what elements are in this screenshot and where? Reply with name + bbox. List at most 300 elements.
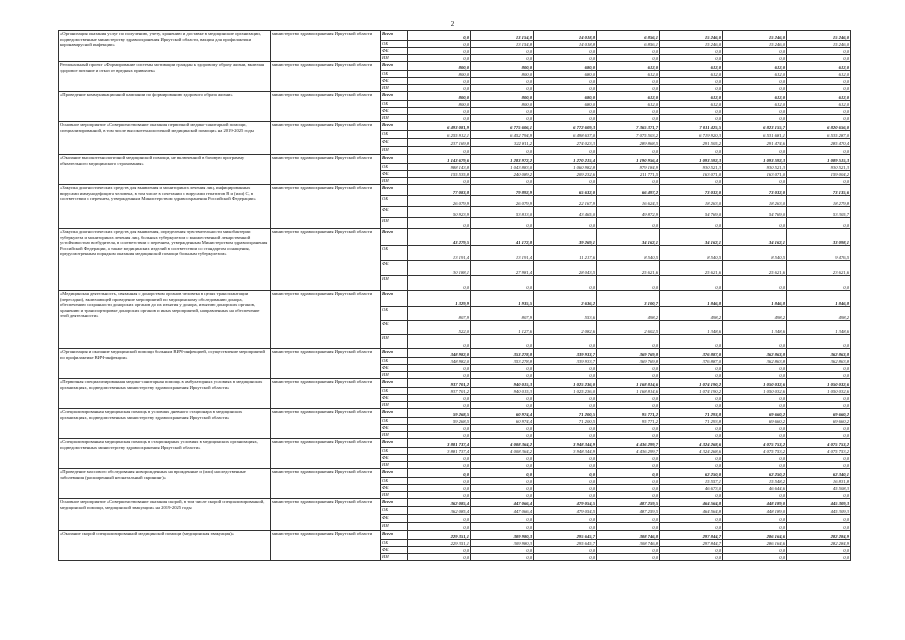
funding-source: Всего	[381, 62, 408, 71]
amount-cell: 0,0	[408, 455, 471, 462]
amount-cell: 0,0	[408, 55, 471, 62]
amount-cell: 369 769,8	[597, 349, 660, 358]
amount-cell: 0,0	[597, 48, 660, 55]
amount-cell: 0,0	[660, 515, 723, 523]
amount-cell: 15 246,0	[660, 41, 723, 48]
amount-cell: 1 329,9	[408, 291, 471, 307]
amount-cell: 0,0	[787, 276, 851, 291]
amount-cell: 0,0	[660, 48, 723, 55]
funding-source: ОБ	[381, 478, 408, 485]
amount-cell: 376 887,0	[660, 358, 723, 365]
amount-cell: 2 636,2	[534, 291, 597, 307]
amount-cell: 0,0	[597, 469, 660, 478]
amount-cell: 0,0	[597, 55, 660, 62]
amount-cell: 0,0	[534, 425, 597, 432]
amount-cell: 612,0	[787, 71, 851, 78]
funding-source: ОБ	[381, 196, 408, 207]
amount-cell: 4 008 364,2	[471, 448, 534, 455]
amount-cell: 6 820 656,0	[787, 122, 851, 131]
amount-cell: 79 892,9	[471, 185, 534, 196]
amount-cell: 1 025 236,0	[534, 388, 597, 395]
amount-cell: 1 168 814,6	[597, 388, 660, 395]
amount-cell: 0,0	[723, 547, 787, 554]
amount-cell: 26 079,9	[408, 196, 471, 207]
amount-cell: 445 309,3	[787, 507, 851, 515]
amount-cell: 3 948 344,9	[534, 448, 597, 455]
amount-cell: 0,0	[534, 432, 597, 439]
amount-cell: 3 881 737,4	[408, 448, 471, 455]
amount-cell: 0,0	[471, 178, 534, 185]
amount-cell: 15 548,2	[723, 478, 787, 485]
amount-cell: 0,0	[787, 48, 851, 55]
amount-cell: 445 309,3	[787, 499, 851, 507]
amount-cell: 3 100,7	[597, 291, 660, 307]
measure-description: «Оказание высокотехнологичной медицинской помощи, не включенной в базовую программу обязательного медицинского страхования»	[59, 155, 271, 185]
amount-cell: 0,0	[787, 372, 851, 379]
amount-cell: 297 844,7	[660, 531, 723, 540]
amount-cell: 0,0	[660, 55, 723, 62]
amount-cell: 0,0	[723, 554, 787, 561]
amount-cell: 0,0	[408, 425, 471, 432]
funding-source: ОБ	[381, 540, 408, 547]
amount-cell: 69 660,2	[723, 418, 787, 425]
amount-cell: 0,0	[408, 178, 471, 185]
funding-source: ИИ	[381, 178, 408, 185]
amount-cell: 553,6	[534, 307, 597, 321]
amount-cell: 0,0	[408, 218, 471, 229]
funding-source: Всего	[381, 229, 408, 246]
funding-source: ИИ	[381, 492, 408, 499]
amount-cell: 1 935,5	[471, 291, 534, 307]
amount-cell: 0,0	[723, 108, 787, 115]
amount-cell: 43 279,5	[408, 229, 471, 246]
amount-cell: 0,0	[723, 178, 787, 185]
amount-cell: 6 498 637,0	[534, 131, 597, 139]
table-row	[59, 155, 851, 164]
amount-cell: 13 154,8	[471, 31, 534, 41]
amount-cell: 0,0	[597, 523, 660, 531]
amount-cell: 0,0	[471, 115, 534, 122]
amount-cell: 0,0	[723, 395, 787, 402]
amount-cell: 4 436 299,7	[597, 448, 660, 455]
measure-description: Основное мероприятие «Совершенствование оказания первичной медико-санитарной помощи, специализированной, в том числе высокотехнологичной медицинской помощи» на 2019-2025 годы	[59, 122, 271, 155]
amount-cell: 286 164,6	[723, 531, 787, 540]
amount-cell: 237 169,8	[408, 139, 471, 147]
amount-cell: 0,0	[408, 85, 471, 92]
amount-cell: 62 340,1	[787, 469, 851, 478]
amount-cell: 0,0	[787, 523, 851, 531]
amount-cell: 0,0	[597, 455, 660, 462]
amount-cell: 0,0	[408, 469, 471, 478]
amount-cell: 308 746,8	[597, 531, 660, 540]
funding-source: ФБ	[381, 365, 408, 372]
amount-cell: 0,0	[597, 478, 660, 485]
amount-cell: 1 168 814,6	[597, 379, 660, 388]
amount-cell: 0,0	[597, 515, 660, 523]
amount-cell: 612,0	[660, 92, 723, 101]
amount-cell: 60 974,4	[471, 409, 534, 418]
amount-cell: 0,0	[534, 547, 597, 554]
amount-cell: 60 974,4	[471, 418, 534, 425]
amount-cell: 159 004,2	[787, 171, 851, 178]
amount-cell: 0,0	[660, 372, 723, 379]
amount-cell: 0,0	[471, 554, 534, 561]
funding-source: ИИ	[381, 523, 408, 531]
amount-cell: 800,0	[408, 71, 471, 78]
amount-cell: 479 054,5	[534, 499, 597, 507]
amount-cell: 14 018,8	[534, 31, 597, 41]
amount-cell: 4 324 268,6	[660, 439, 723, 448]
amount-cell: 0,0	[597, 276, 660, 291]
amount-cell: 362 863,8	[787, 349, 851, 358]
amount-cell: 0,0	[408, 462, 471, 469]
amount-cell: 339 933,7	[534, 358, 597, 365]
funding-source: Всего	[381, 439, 408, 448]
amount-cell: 73 032,0	[723, 185, 787, 196]
amount-cell: 41 172,8	[471, 229, 534, 246]
funding-source: ОБ	[381, 307, 408, 321]
amount-cell: 498,2	[723, 307, 787, 321]
amount-cell: 447 066,4	[471, 507, 534, 515]
amount-cell: 0,0	[534, 365, 597, 372]
amount-cell: 612,0	[597, 92, 660, 101]
amount-cell: 0,0	[723, 335, 787, 349]
amount-cell: 23 621,6	[787, 261, 851, 276]
table-row	[59, 349, 851, 358]
amount-cell: 1 270 215,4	[534, 155, 597, 164]
measure-description: «Специализированная медицинская помощь в стационарных условиях в медицинских организациях, подведомственных министерству здравоохранения Иркутской области»	[59, 439, 271, 469]
funding-source: Всего	[381, 499, 408, 507]
amount-cell: 0,0	[723, 218, 787, 229]
measure-executor: министерство здравоохранения Иркутской области	[271, 469, 381, 499]
amount-cell: 8 540,5	[660, 246, 723, 261]
amount-cell: 348 982,0	[408, 358, 471, 365]
amount-cell: 53 813,0	[471, 207, 534, 218]
amount-cell: 1 283 972,2	[471, 155, 534, 164]
amount-cell: 0,0	[723, 147, 787, 155]
amount-cell: 13 191,4	[408, 246, 471, 261]
amount-cell: 0,0	[408, 48, 471, 55]
amount-cell: 0,0	[534, 523, 597, 531]
amount-cell: 18 279,8	[787, 196, 851, 207]
amount-cell: 6 856,1	[597, 31, 660, 41]
amount-cell: 49 872,9	[597, 207, 660, 218]
amount-cell: 1 846,8	[660, 291, 723, 307]
table-row	[59, 185, 851, 196]
funding-source: ОБ	[381, 448, 408, 455]
amount-cell: 0,0	[471, 218, 534, 229]
amount-cell: 0,0	[660, 395, 723, 402]
amount-cell: 807,9	[408, 307, 471, 321]
amount-cell: 0,0	[408, 478, 471, 485]
amount-cell: 612,0	[787, 101, 851, 108]
measure-description: «Специализированная медицинская помощь в условиях дневного стационара в медицинских организациях, подведомственных министерству здравоохранения Иркутской области»	[59, 409, 271, 439]
amount-cell: 0,0	[597, 372, 660, 379]
amount-cell: 0,0	[787, 492, 851, 499]
amount-cell: 680,0	[534, 101, 597, 108]
amount-cell: 0,0	[534, 372, 597, 379]
amount-cell: 59 268,5	[408, 418, 471, 425]
amount-cell: 0,0	[787, 78, 851, 85]
amount-cell: 155 535,8	[408, 171, 471, 178]
amount-cell: 6 856,1	[597, 41, 660, 48]
funding-source: ФБ	[381, 48, 408, 55]
amount-cell: 0,0	[787, 115, 851, 122]
amount-cell: 163 071,0	[660, 171, 723, 178]
measure-description: «Медицинская деятельность, связанная с донорством органов человека в целях трансплантации (пересадки), включающей проведение мероприятий по медицинскому обследованию донора, обеспечению сохранности донорских органов до их изъятия у донора, изъятию донорских органов, хранению и транспортировке донорских органов и иных мероприятий, направленных на обеспечение этой деятельности»	[59, 291, 271, 349]
amount-cell: 612,0	[660, 101, 723, 108]
amount-cell: 498,2	[660, 307, 723, 321]
amount-cell: 979 184,9	[597, 164, 660, 171]
amount-cell: 0,0	[597, 115, 660, 122]
amount-cell: 15 246,0	[787, 41, 851, 48]
amount-cell: 15 246,0	[660, 31, 723, 41]
amount-cell: 0,0	[534, 218, 597, 229]
amount-cell: 3 948 344,9	[534, 439, 597, 448]
amount-cell: 800,0	[408, 92, 471, 101]
amount-cell: 4 008 364,2	[471, 439, 534, 448]
amount-cell: 289 868,5	[597, 139, 660, 147]
amount-cell: 807,9	[471, 307, 534, 321]
amount-cell: 800,0	[471, 92, 534, 101]
amount-cell: 0,0	[534, 276, 597, 291]
amount-cell: 0,0	[534, 478, 597, 485]
amount-cell: 0,0	[471, 515, 534, 523]
amount-cell: 50 923,9	[408, 207, 471, 218]
measure-description: «Закупка диагностических средств для выявления и мониторинга лечения лиц, инфицированных вирусами иммунодефицита человека, в том числе в сочетании с вирусами гепатитов B и (или) C, в соответствии с перечнем, утвержденным Министерством здравоохранения Российской Федерации»	[59, 185, 271, 229]
amount-cell: 362 863,8	[723, 349, 787, 358]
amount-cell: 65 632,0	[534, 185, 597, 196]
amount-cell: 0,0	[723, 115, 787, 122]
amount-cell: 9 476,5	[787, 246, 851, 261]
amount-cell: 362 085,4	[408, 507, 471, 515]
amount-cell: 0,0	[597, 335, 660, 349]
funding-source: ОБ	[381, 71, 408, 78]
amount-cell: 0,0	[597, 485, 660, 492]
amount-cell: 0,0	[534, 515, 597, 523]
amount-cell: 464 564,8	[660, 507, 723, 515]
amount-cell: 0,0	[723, 432, 787, 439]
amount-cell: 0,0	[597, 492, 660, 499]
funding-source: Всего	[381, 92, 408, 101]
funding-source: Всего	[381, 122, 408, 131]
amount-cell: 6 531 681,1	[723, 131, 787, 139]
amount-cell: 0,0	[597, 365, 660, 372]
amount-cell: 0,0	[723, 55, 787, 62]
amount-cell: 353 278,8	[471, 358, 534, 365]
amount-cell: 77 083,8	[408, 185, 471, 196]
amount-cell: 522,0	[408, 321, 471, 335]
amount-cell: 0,0	[787, 462, 851, 469]
amount-cell: 2 082,6	[534, 321, 597, 335]
amount-cell: 163 071,0	[723, 171, 787, 178]
amount-cell: 0,0	[660, 276, 723, 291]
table-row	[59, 122, 851, 131]
amount-cell: 612,0	[787, 62, 851, 71]
amount-cell: 0,0	[723, 85, 787, 92]
funding-source: ФБ	[381, 321, 408, 335]
amount-cell: 937 701,2	[408, 388, 471, 395]
amount-cell: 46 673,0	[660, 485, 723, 492]
amount-cell: 0,0	[408, 365, 471, 372]
amount-cell: 680,0	[534, 92, 597, 101]
amount-cell: 46 644,6	[723, 485, 787, 492]
table-row	[59, 469, 851, 478]
funding-source: ИИ	[381, 85, 408, 92]
amount-cell: 0,0	[534, 402, 597, 409]
amount-cell: 448 189,0	[723, 507, 787, 515]
funding-source: ОБ	[381, 246, 408, 261]
amount-cell: 0,0	[408, 402, 471, 409]
funding-source: Всего	[381, 349, 408, 358]
amount-cell: 34 162,1	[723, 229, 787, 246]
measure-description: «Первичная специализированная медико-санитарная помощь в амбулаторных условиях в медицинских организациях, подведомственных министерству здравоохранения Иркутской области»	[59, 379, 271, 409]
amount-cell: 69 660,2	[787, 409, 851, 418]
amount-cell: 25 621,6	[660, 261, 723, 276]
amount-cell: 0,0	[534, 115, 597, 122]
amount-cell: 0,0	[534, 554, 597, 561]
amount-cell: 0,0	[471, 492, 534, 499]
amount-cell: 285 470,4	[787, 139, 851, 147]
page-number: 2	[450, 20, 455, 28]
amount-cell: 0,0	[471, 402, 534, 409]
amount-cell: 0,0	[408, 485, 471, 492]
amount-cell: 1 050 032,6	[723, 379, 787, 388]
amount-cell: 15 246,0	[723, 41, 787, 48]
table-row	[59, 531, 851, 540]
amount-cell: 0,0	[787, 108, 851, 115]
amount-cell: 0,0	[660, 147, 723, 155]
amount-cell: 0,0	[471, 455, 534, 462]
funding-source: ИИ	[381, 554, 408, 561]
measure-description: «Организация и оказание медицинской помощи больным ВИЧ-инфекцией, осуществление мероприятий по профилактике ВИЧ-инфекции»	[59, 349, 271, 379]
amount-cell: 0,0	[408, 515, 471, 523]
measure-executor: министерство здравоохранения Иркутской области	[271, 499, 381, 531]
amount-cell: 0,0	[660, 85, 723, 92]
amount-cell: 0,0	[471, 372, 534, 379]
amount-cell: 0,0	[534, 395, 597, 402]
amount-cell: 0,0	[408, 147, 471, 155]
amount-cell: 498,2	[597, 307, 660, 321]
measure-description: «Закупка диагностических средств для выявления, определения чувствительности микобактерии туберкулеза и мониторинга лечения лиц, больных туберкулезом с множественной лекарственной устойчивостью возбудителя, в соответствии с перечнем, утвержденным Министерством здравоохранения Российской Федерации, а также медицинских изделий в соответствии со стандартом оснащения, предусмотренным порядком оказания медицинской помощи больным туберкулезом»	[59, 229, 271, 291]
amount-cell: 0,0	[660, 523, 723, 531]
measure-description: «Оказание скорой специализированной медицинской помощи (медицинская эвакуация)»	[59, 531, 271, 561]
amount-cell: 240 089,2	[471, 171, 534, 178]
funding-source: ФБ	[381, 395, 408, 402]
amount-cell: 0,0	[597, 218, 660, 229]
amount-cell: 0,0	[723, 276, 787, 291]
amount-cell: 25 621,6	[723, 261, 787, 276]
amount-cell: 229 351,1	[408, 531, 471, 540]
amount-cell: 18 263,0	[723, 196, 787, 207]
amount-cell: 0,0	[471, 485, 534, 492]
amount-cell: 0,0	[471, 78, 534, 85]
amount-cell: 0,0	[787, 547, 851, 554]
amount-cell: 0,0	[597, 395, 660, 402]
amount-cell: 0,0	[471, 48, 534, 55]
amount-cell: 13 191,4	[471, 246, 534, 261]
amount-cell: 0,0	[597, 432, 660, 439]
amount-cell: 71 293,8	[660, 418, 723, 425]
amount-cell: 0,0	[597, 402, 660, 409]
amount-cell: 0,0	[408, 31, 471, 41]
amount-cell: 0,0	[723, 492, 787, 499]
amount-cell: 34 162,1	[660, 229, 723, 246]
amount-cell: 95 771,2	[597, 409, 660, 418]
amount-cell: 1 060 982,8	[534, 164, 597, 171]
amount-cell: 6 823 155,7	[723, 122, 787, 131]
amount-cell: 309 980,3	[471, 540, 534, 547]
measure-executor: министерство здравоохранения Иркутской области	[271, 92, 381, 122]
measure-description: «Проведение коммуникационной кампании по формированию здорового образа жизни»	[59, 92, 271, 122]
amount-cell: 4 075 753,2	[787, 439, 851, 448]
amount-cell: 0,0	[597, 147, 660, 155]
funding-source: ИИ	[381, 147, 408, 155]
amount-cell: 612,0	[787, 92, 851, 101]
amount-cell: 1 846,8	[787, 291, 851, 307]
measure-executor: министерство здравоохранения Иркутской области	[271, 409, 381, 439]
amount-cell: 612,0	[597, 62, 660, 71]
measure-description: Основное мероприятие «Совершенствование оказания скорой, в том числе скорой специализированной, медицинской помощи, медицинской эвакуации» на 2019-2025 годы	[59, 499, 271, 531]
amount-cell: 8 540,5	[723, 246, 787, 261]
amount-cell: 498,2	[787, 307, 851, 321]
amount-cell: 0,0	[408, 372, 471, 379]
amount-cell: 4 075 753,2	[723, 439, 787, 448]
amount-cell: 1 348,6	[660, 321, 723, 335]
amount-cell: 4 075 753,2	[787, 448, 851, 455]
amount-cell: 0,0	[597, 178, 660, 185]
table-row	[59, 291, 851, 307]
amount-cell: 680,0	[534, 62, 597, 71]
amount-cell: 0,0	[408, 115, 471, 122]
table-row	[59, 499, 851, 507]
amount-cell: 1 050 032,6	[723, 388, 787, 395]
amount-cell: 0,0	[408, 335, 471, 349]
amount-cell: 0,0	[787, 55, 851, 62]
amount-cell: 0,0	[408, 276, 471, 291]
amount-cell: 1 127,6	[471, 321, 534, 335]
amount-cell: 54 769,0	[723, 207, 787, 218]
amount-cell: 1 143 679,6	[408, 155, 471, 164]
amount-cell: 0,0	[723, 372, 787, 379]
measure-executor: министерство здравоохранения Иркутской области	[271, 31, 381, 62]
amount-cell: 53 305,7	[787, 207, 851, 218]
amount-cell: 800,0	[471, 62, 534, 71]
amount-cell: 0,0	[660, 178, 723, 185]
amount-cell: 6 775 606,1	[471, 122, 534, 131]
amount-cell: 612,0	[597, 71, 660, 78]
amount-cell: 66 497,2	[597, 185, 660, 196]
amount-cell: 0,0	[723, 462, 787, 469]
amount-cell: 612,0	[723, 71, 787, 78]
amount-cell: 62 250,2	[723, 469, 787, 478]
amount-cell: 0,0	[471, 523, 534, 531]
amount-cell: 0,0	[660, 78, 723, 85]
amount-cell: 0,0	[723, 515, 787, 523]
table-row	[59, 62, 851, 71]
amount-cell: 209 232,6	[534, 171, 597, 178]
measure-description: Региональный проект «Формирование системы мотивации граждан к здоровому образу жизни, включая здоровое питание и отказ от вредных привычек»	[59, 62, 271, 92]
measure-executor: министерство здравоохранения Иркутской области	[271, 122, 381, 155]
measure-executor: министерство здравоохранения Иркутской области	[271, 62, 381, 92]
funding-source: Всего	[381, 409, 408, 418]
amount-cell: 45 508,3	[787, 485, 851, 492]
amount-cell: 6 535 287,0	[787, 131, 851, 139]
amount-cell: 0,0	[660, 432, 723, 439]
funding-source: Всего	[381, 379, 408, 388]
amount-cell: 62 250,0	[660, 469, 723, 478]
funding-source: ОБ	[381, 388, 408, 395]
